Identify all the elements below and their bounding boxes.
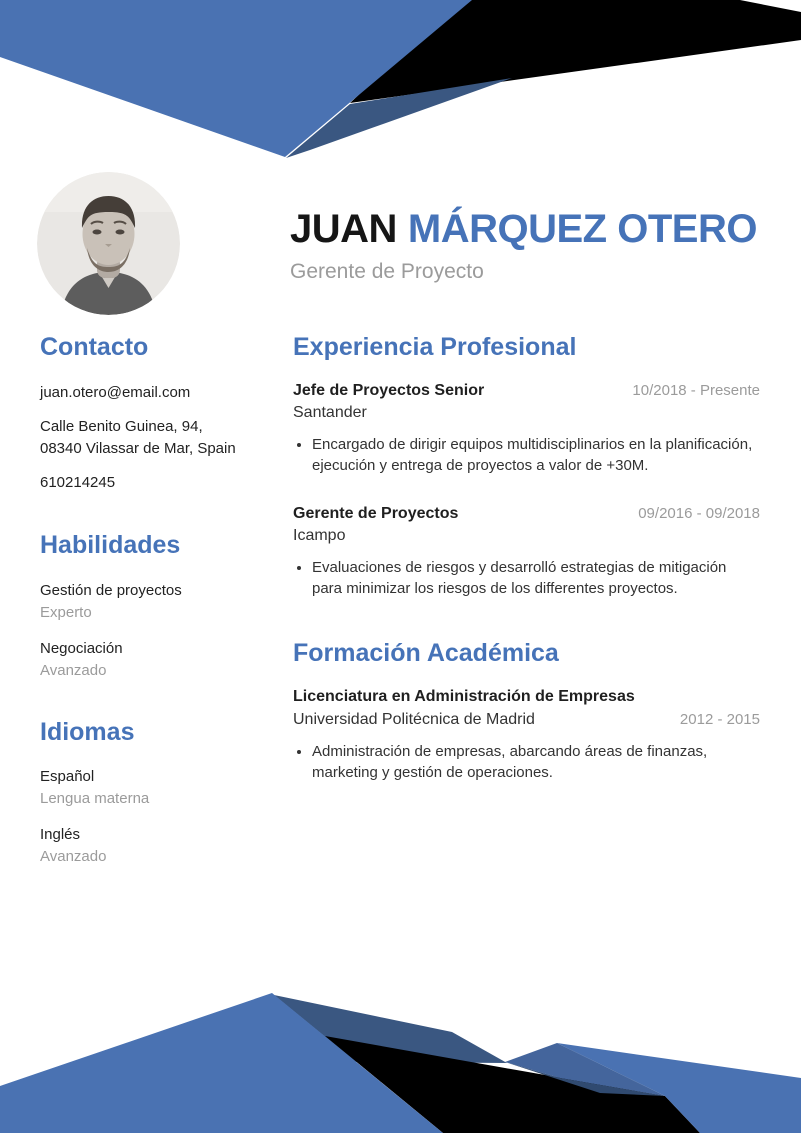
sidebar-column <box>40 333 268 882</box>
skills-heading: Habilidades <box>40 530 181 559</box>
languages-heading: Idiomas <box>40 717 135 746</box>
skill-item <box>40 580 268 623</box>
experience-heading: Experiencia Profesional <box>293 333 577 361</box>
skill-item <box>40 638 268 681</box>
job-bullet-list <box>293 434 760 476</box>
job-title: Jefe de Proyectos Senior <box>293 381 485 399</box>
job-company: Icampo <box>293 526 346 544</box>
skill-name: Negociación <box>40 639 123 657</box>
job-bullet-list <box>293 557 760 599</box>
job-dates: 10/2018 - Presente <box>632 381 760 399</box>
profile-photo-image <box>37 172 180 315</box>
main-column <box>293 333 760 783</box>
language-level: Avanzado <box>40 848 107 866</box>
contact-phone: 610214245 <box>40 473 116 491</box>
education-degree: Licenciatura en Administración de Empresas <box>293 687 635 705</box>
profile-photo <box>37 172 180 315</box>
name-block <box>290 207 770 284</box>
education-entry <box>293 688 760 783</box>
contact-heading: Contacto <box>40 333 149 361</box>
language-level: Lengua materna <box>40 790 150 808</box>
education-entry-subheader <box>293 711 760 729</box>
skill-level: Avanzado <box>40 661 107 679</box>
skill-level: Experto <box>40 603 92 621</box>
job-bullet: • Evaluaciones de riesgos y desarrolló estrategias de mitigación para minimizar los riesgos de los differentes proyectos. <box>312 557 760 599</box>
full-name <box>290 207 770 251</box>
job-title: Gerente de Proyectos <box>293 504 459 522</box>
language-name: Inglés <box>40 826 81 844</box>
contact-address <box>40 416 268 460</box>
education-bullet-list <box>293 741 760 783</box>
education-heading: Formación Académica <box>293 638 559 667</box>
job-subtitle: Gerente de Proyecto <box>290 260 484 283</box>
education-dates: 2012 - 2015 <box>679 710 760 728</box>
last-name: MÁRQUEZ OTERO <box>407 207 757 251</box>
experience-entry-header <box>293 382 760 400</box>
language-item <box>40 824 268 867</box>
skill-name: Gestión de proyectos <box>40 581 182 599</box>
education-school: Universidad Politécnica de Madrid <box>293 710 535 728</box>
header-ribbon-graphic <box>0 0 801 170</box>
experience-entry <box>293 505 760 599</box>
education-bullet: • Administración de empresas, abarcando áreas de finanzas, marketing y gestión de operaciones. <box>312 741 760 783</box>
contact-email: juan.otero@email.com <box>40 383 191 401</box>
experience-entry <box>293 382 760 476</box>
experience-entry-header <box>293 505 760 523</box>
first-name: JUAN <box>290 207 397 251</box>
footer-mountains-graphic <box>0 950 801 1133</box>
education-section <box>293 639 760 783</box>
contact-address-line1: Calle Benito Guinea, 94, <box>40 417 203 435</box>
contact-address-line2: 08340 Vilassar de Mar, Spain <box>40 439 236 457</box>
job-dates: 09/2016 - 09/2018 <box>638 504 760 522</box>
job-bullet: • Encargado de dirigir equipos multidisciplinarios en la planificación, ejecución y entrega de proyectos a valor de +30M. <box>312 434 760 476</box>
job-company: Santander <box>293 403 367 421</box>
language-item <box>40 766 268 809</box>
language-name: Español <box>40 768 95 786</box>
